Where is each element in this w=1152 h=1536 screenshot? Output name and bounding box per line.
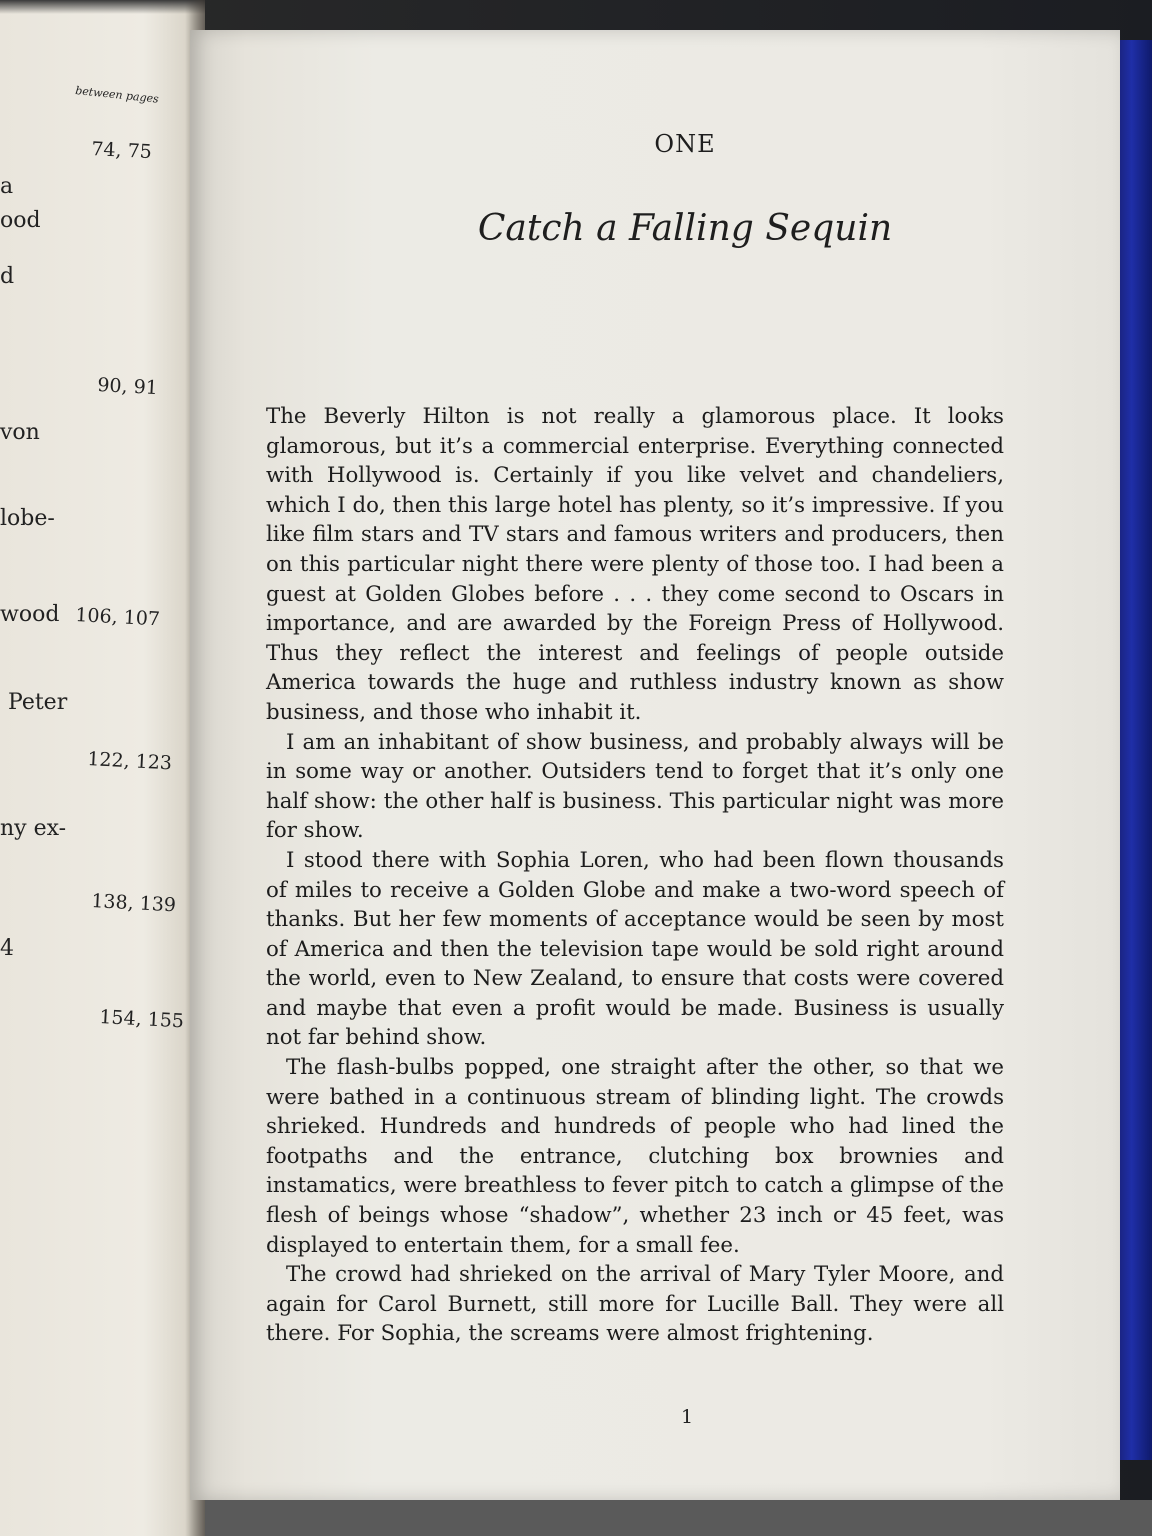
left-fragment: ood [0,208,41,233]
left-fragment: Peter [8,690,68,715]
paragraph: I am an inhabitant of show business, and probably always will be in some way or another. Outsiders tend to forget that it’s only one half show: the other half is business. This particular night was more for show. [266,729,1004,844]
chapter-title: Catch a Falling Sequin [477,208,893,249]
page-ref: 138, 139 [90,890,177,917]
paragraph: The flash-bulbs popped, one straight after the other, so that we were bathed in a continuous stream of blinding light. The crowds shrieked. Hundreds and hundreds of people who had lined the footpaths and the entrance, clutching box brownies and instamatics, were breathless to fever pitch to catch a glimpse of the flesh of beings whose “shadow”, whether 23 inch or 45 feet, was displayed to entertain them, for a small fee. [266,1055,1004,1258]
left-page [0,0,205,1536]
left-fragment: d [0,264,15,289]
paragraph: The crowd had shrieked on the arrival of Mary Tyler Moore, and again for Carol Burnett, still more for Lucille Ball. They were all there. For Sophia, the screams were almost frightening. [266,1262,1004,1347]
page-top-shadow [0,0,205,14]
page-ref: 154, 155 [98,1006,185,1033]
page-ref: 90, 91 [96,374,159,400]
paragraph: I stood there with Sophia Loren, who had been flown thousands of miles to receive a Golden Globe and make a two-word speech of thanks. But her few moments of acceptance would be seen by most of America and then the television tape would be sold right around the world, even to New Zealand, to ensure that costs were covered and maybe that even a profit would be made. Business is usually not far behind show. [266,847,1004,1051]
left-fragment: von [0,420,40,445]
chapter-body [266,402,1004,1349]
page-ref: 74, 75 [90,138,153,164]
page-number: 1 [680,1406,694,1428]
left-fragment: ny ex- [0,816,67,841]
left-fragment: wood [0,602,60,627]
page-ref: 106, 107 [74,604,161,631]
left-page-header: between pages [74,84,160,106]
chapter-number: ONE [654,130,716,158]
book-cover-edge [1118,40,1152,1460]
page-ref: 122, 123 [86,748,173,775]
left-fragment: a [0,174,14,199]
left-fragment: lobe- [0,506,55,531]
paragraph: The Beverly Hilton is not really a glamorous place. It looks glamorous, but it’s a commercial enterprise. Everything connected with Hollywood is. Certainly if you like velvet and chandeliers, which I do, then this large hotel has plenty, so it’s impressive. If you like film stars and TV stars and famous writers and producers, then on this particular night there were plenty of those too. I had been a guest at Golden Globes before . . . they come second to Oscars in importance, and are awarded by the Foreign Press of Hollywood. Thus they reflect the interest and feelings of people outside America towards the huge and ruthless industry known as show business, and those who inhabit it. [266,404,1004,725]
left-fragment: 4 [0,936,14,961]
right-page [190,30,1120,1500]
